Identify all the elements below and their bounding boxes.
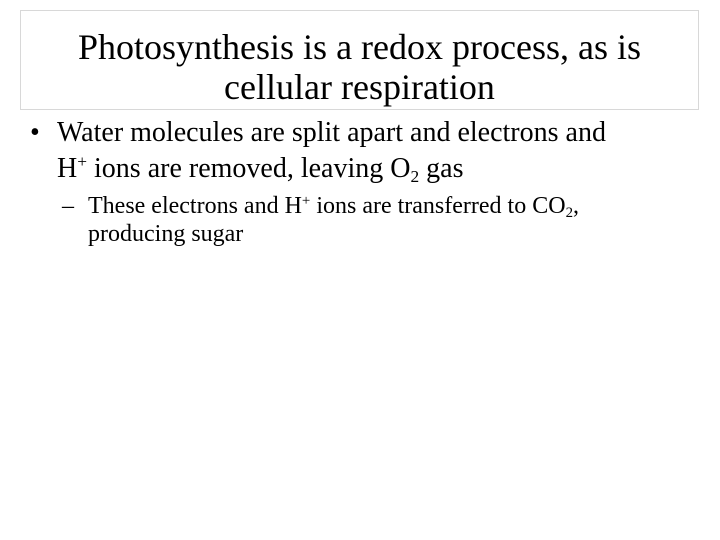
subscript-two: 2 <box>565 205 573 222</box>
bullet-marker: • <box>30 117 40 148</box>
slide-title <box>20 10 699 110</box>
bullet-1-line-2-pre: H <box>57 153 78 184</box>
sub-bullet-1-line-2: producing sugar <box>88 221 244 247</box>
sub-bullet-1-line-1-pre: These electrons and H <box>88 193 302 219</box>
bullet-1-text <box>57 115 707 187</box>
superscript-plus: + <box>77 152 88 172</box>
bullet-1-line-1: Water molecules are split apart and electrons and <box>57 117 606 148</box>
title-line-2: cellular respiration <box>224 67 495 107</box>
bullet-1-line-2-post: gas <box>419 153 464 184</box>
subscript-two: 2 <box>410 167 420 187</box>
sub-bullet-1-line-1-mid: ions are transferred to CO <box>310 193 566 219</box>
sub-bullet-marker: – <box>62 193 74 219</box>
sub-bullet-1-line-1 <box>88 192 698 220</box>
sub-bullet-1-line-1-post: , <box>573 193 579 219</box>
title-line-1: Photosynthesis is a redox process, as is <box>78 27 641 67</box>
sub-bullet-1-text <box>88 192 698 248</box>
bullet-1-line-2-mid: ions are removed, leaving O <box>87 153 411 184</box>
superscript-plus: + <box>301 192 311 209</box>
bullet-1-line-2 <box>57 151 707 187</box>
